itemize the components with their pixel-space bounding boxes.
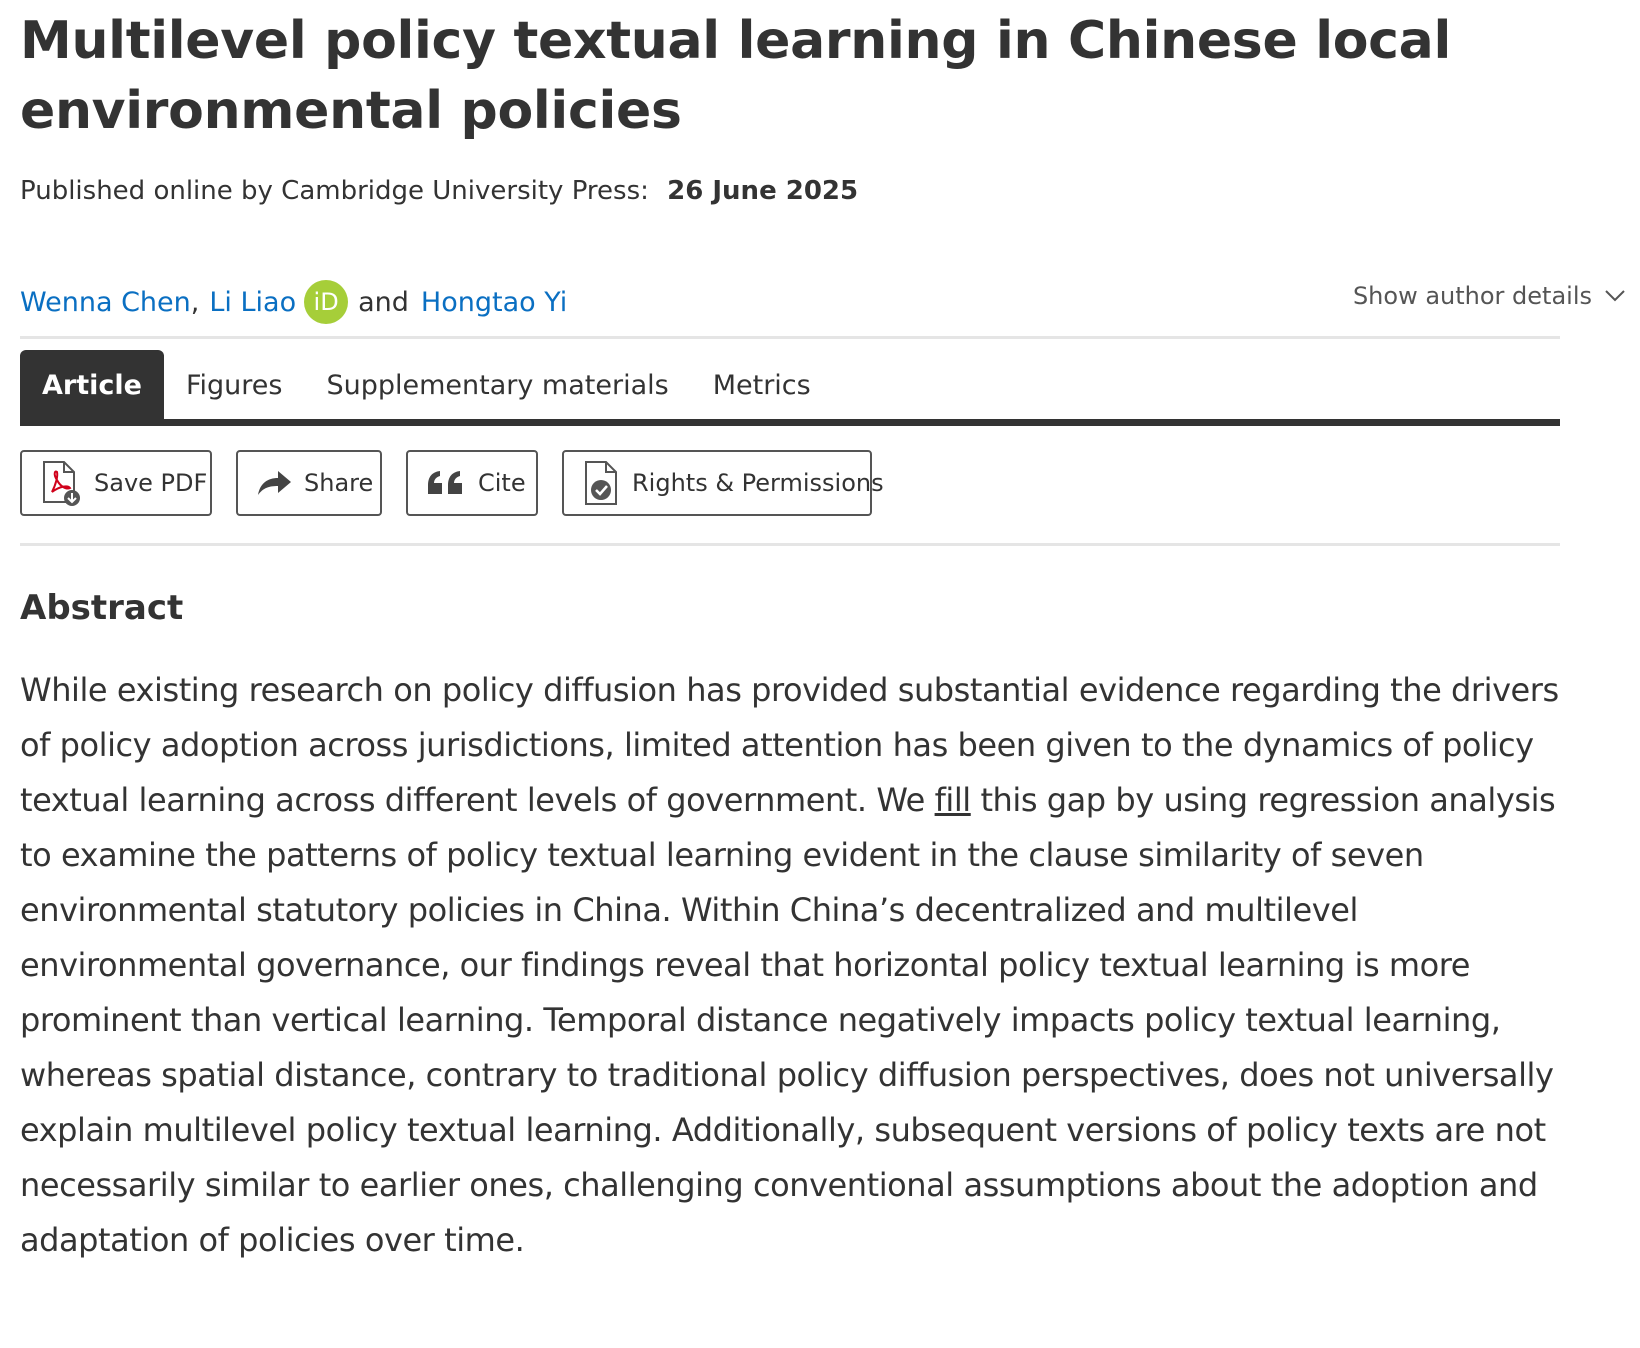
cite-label: Cite bbox=[478, 469, 526, 497]
abstract-text-part2: this gap by using regression analysis to examine the patterns of policy textual learning evident in the clause similarity of seven environmental statutory policies in China. Within China’s decentralized and multilevel environmental governance, our findings reveal that horizontal policy textual learning is more prominent than vertical learning. Temporal distance negatively impacts policy textual learning, whereas spatial distance, contrary to traditional policy diffusion perspectives, does not universally explain multilevel policy textual learning. Additionally, subsequent versions of policy texts are not necessarily similar to earlier ones, challenging conventional assumptions about the adoption and adaptation of policies over time. bbox=[20, 781, 1556, 1259]
article-tabs bbox=[20, 350, 833, 420]
abstract-underlined-term[interactable]: fill bbox=[934, 781, 971, 819]
divider bbox=[20, 336, 1560, 339]
show-author-details-label: Show author details bbox=[1352, 282, 1592, 310]
tab-metrics[interactable]: Metrics bbox=[712, 369, 811, 401]
abstract-heading: Abstract bbox=[20, 588, 184, 628]
author-list bbox=[20, 280, 567, 324]
author-link-hongtao-yi[interactable]: Hongtao Yi bbox=[420, 286, 568, 318]
tab-figures[interactable]: Figures bbox=[185, 369, 283, 401]
authors-and: and bbox=[358, 286, 409, 318]
share-arrow-icon bbox=[256, 469, 292, 497]
save-pdf-button[interactable] bbox=[20, 450, 212, 516]
show-author-details-button[interactable] bbox=[1353, 282, 1626, 310]
abstract-text bbox=[20, 663, 1580, 1268]
quote-icon bbox=[426, 470, 466, 496]
orcid-icon[interactable]: iD bbox=[304, 280, 348, 324]
article-title: Multilevel policy textual learning in Chinese local environmental policies bbox=[20, 11, 1452, 141]
tab-article[interactable]: Article bbox=[20, 350, 164, 420]
rights-permissions-label: Rights & Permissions bbox=[632, 469, 884, 497]
share-button[interactable] bbox=[236, 450, 382, 516]
tab-underline-bar bbox=[20, 419, 1560, 426]
divider bbox=[20, 543, 1560, 546]
publication-info bbox=[20, 176, 858, 206]
abstract-text-part1: While existing research on policy diffusion has provided substantial evidence regarding the drivers of policy adoption across jurisdictions, limited attention has been given to the dynamics of policy textual learning across different levels of government. We bbox=[20, 671, 1559, 819]
pdf-download-icon bbox=[40, 460, 82, 506]
article-actions bbox=[20, 450, 884, 516]
share-label: Share bbox=[304, 469, 374, 497]
rights-permissions-button[interactable] bbox=[562, 450, 884, 516]
author-link-li-liao[interactable]: Li Liao bbox=[209, 286, 297, 318]
published-date: 26 June 2025 bbox=[667, 176, 859, 206]
cite-button[interactable] bbox=[406, 450, 538, 516]
author-link-wenna-chen[interactable]: Wenna Chen bbox=[20, 286, 191, 318]
author-separator: , bbox=[190, 286, 200, 318]
published-label: Published online by Cambridge University Press: bbox=[20, 176, 649, 206]
document-check-icon bbox=[582, 460, 620, 506]
save-pdf-label: Save PDF bbox=[94, 469, 208, 497]
tab-supplementary-materials[interactable]: Supplementary materials bbox=[326, 369, 669, 401]
chevron-down-icon bbox=[1604, 289, 1626, 303]
